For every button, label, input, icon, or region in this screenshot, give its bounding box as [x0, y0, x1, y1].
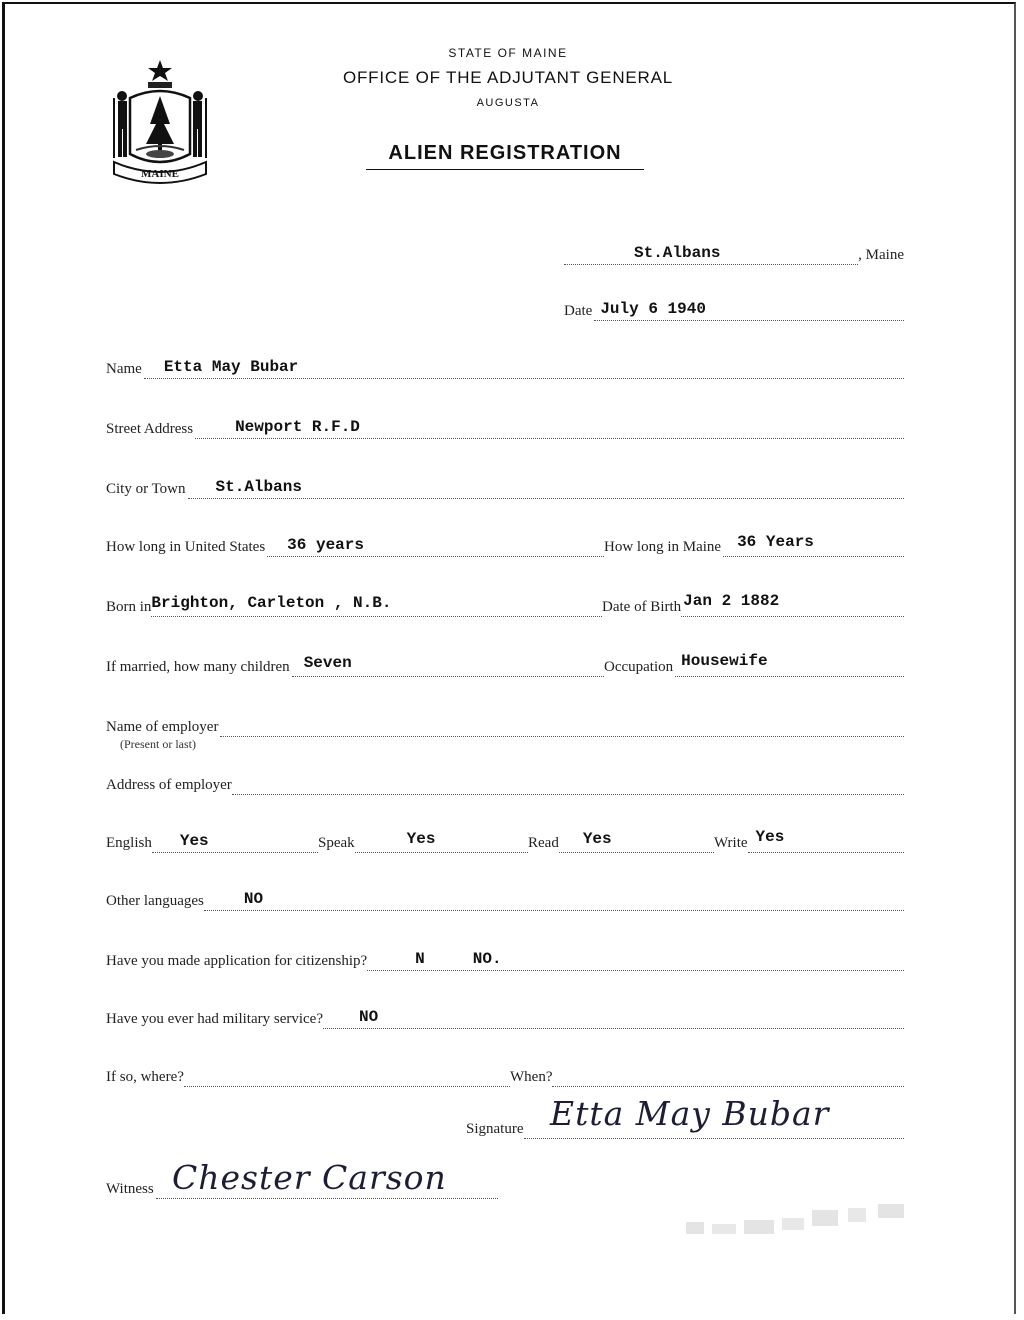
- military-value: NO: [359, 1008, 379, 1026]
- other-languages-field: [106, 890, 904, 911]
- signature-label: Signature: [466, 1121, 524, 1137]
- read-value: Yes: [582, 830, 612, 848]
- military-label: Have you ever had military service?: [106, 1011, 323, 1027]
- occupation-label: Occupation: [604, 659, 674, 675]
- place-field: [564, 244, 904, 265]
- employer-label: Name of employer: [106, 719, 219, 735]
- children-value: Seven: [303, 654, 352, 672]
- english-line: [152, 832, 318, 853]
- birthdate-value: Jan 2 1882: [683, 592, 780, 610]
- street-value: Newport R.F.D: [235, 418, 360, 436]
- form-title: ALIEN REGISTRATION: [366, 142, 644, 170]
- service-where-field: [106, 1066, 510, 1087]
- other-languages-value: NO: [243, 890, 264, 908]
- date-value: July 6 1940: [600, 300, 706, 318]
- city-line: [188, 478, 904, 499]
- us-duration-line: [267, 536, 604, 557]
- english-field: [106, 832, 318, 853]
- citizenship-field: [106, 950, 904, 971]
- employer-line: [220, 716, 904, 737]
- birthplace-value: Brighton, Carleton , N.B.: [151, 594, 392, 612]
- speak-line: [355, 832, 528, 853]
- occupation-field: [604, 652, 904, 677]
- write-field: [714, 828, 904, 853]
- citizenship-label: Have you made application for citizenship?: [106, 953, 368, 969]
- maine-duration-line: [723, 533, 904, 557]
- birthdate-label: Date of Birth: [602, 599, 682, 615]
- children-line: [292, 656, 604, 677]
- service-when-field: [510, 1066, 904, 1087]
- service-when-line: [552, 1066, 904, 1087]
- employer-address-label: Address of employer: [106, 777, 232, 793]
- write-value: Yes: [755, 828, 785, 846]
- read-line: [559, 832, 714, 853]
- birthdate-field: [602, 592, 904, 617]
- birthplace-field: [106, 596, 602, 617]
- us-duration-value: 36 years: [287, 536, 364, 554]
- witness-label: Witness: [106, 1181, 154, 1197]
- service-where-label: If so, where?: [106, 1069, 184, 1085]
- maine-duration-field: [604, 533, 904, 557]
- date-line: [594, 300, 904, 321]
- employer-sublabel: (Present or last): [120, 737, 196, 751]
- write-line: [748, 828, 904, 853]
- name-field: [106, 358, 904, 379]
- speak-field: [318, 832, 528, 853]
- citizenship-value: N NO.: [415, 950, 502, 968]
- name-value: Etta May Bubar: [163, 358, 299, 376]
- occupation-line: [675, 652, 904, 677]
- birthplace-label: Born in: [106, 599, 152, 615]
- read-field: [528, 832, 714, 853]
- birthdate-line: [681, 592, 904, 617]
- maine-duration-label: How long in Maine: [604, 539, 722, 555]
- name-label: Name: [106, 361, 142, 377]
- city-field: [106, 478, 904, 499]
- seal-text: MAINE: [141, 168, 179, 180]
- city-value: St.Albans: [215, 478, 302, 496]
- street-field: [106, 418, 904, 439]
- faded-stamp-mark: [682, 1200, 918, 1248]
- speak-label: Speak: [318, 835, 355, 851]
- birthplace-line: [151, 596, 602, 617]
- other-languages-line: [204, 890, 904, 911]
- children-label: If married, how many children: [106, 659, 290, 675]
- children-field: [106, 656, 604, 677]
- english-value: Yes: [179, 832, 209, 850]
- office-heading: OFFICE OF THE ADJUTANT GENERAL: [342, 68, 674, 87]
- date-field: [564, 300, 904, 321]
- witness-handwriting: Chester Carson: [172, 1158, 447, 1197]
- city-label: City or Town: [106, 481, 186, 497]
- us-duration-field: [106, 536, 604, 557]
- place-line: [564, 244, 858, 265]
- state-heading: STATE OF MAINE: [448, 46, 568, 60]
- name-line: [144, 358, 904, 379]
- street-label: Street Address: [106, 421, 194, 437]
- us-duration-label: How long in United States: [106, 539, 266, 555]
- occupation-value: Housewife: [681, 652, 768, 670]
- date-label: Date: [564, 303, 593, 319]
- citizenship-line: [367, 950, 904, 971]
- place-suffix: , Maine: [858, 247, 904, 263]
- speak-value: Yes: [406, 830, 436, 848]
- signature-handwriting: Etta May Bubar: [550, 1094, 830, 1133]
- employer-address-line: [232, 774, 904, 795]
- military-field: [106, 1008, 904, 1029]
- military-line: [323, 1008, 904, 1029]
- street-line: [195, 418, 904, 439]
- other-languages-label: Other languages: [106, 893, 204, 909]
- place-value: St.Albans: [634, 244, 721, 262]
- read-label: Read: [528, 835, 559, 851]
- service-when-label: When?: [510, 1069, 553, 1085]
- maine-duration-value: 36 Years: [737, 533, 814, 551]
- service-where-line: [184, 1066, 510, 1087]
- employer-address-field: [106, 774, 904, 795]
- write-label: Write: [714, 835, 748, 851]
- english-label: English: [106, 835, 152, 851]
- city-heading: AUGUSTA: [476, 97, 540, 109]
- maine-state-seal: [110, 58, 210, 186]
- employer-field: [106, 716, 904, 737]
